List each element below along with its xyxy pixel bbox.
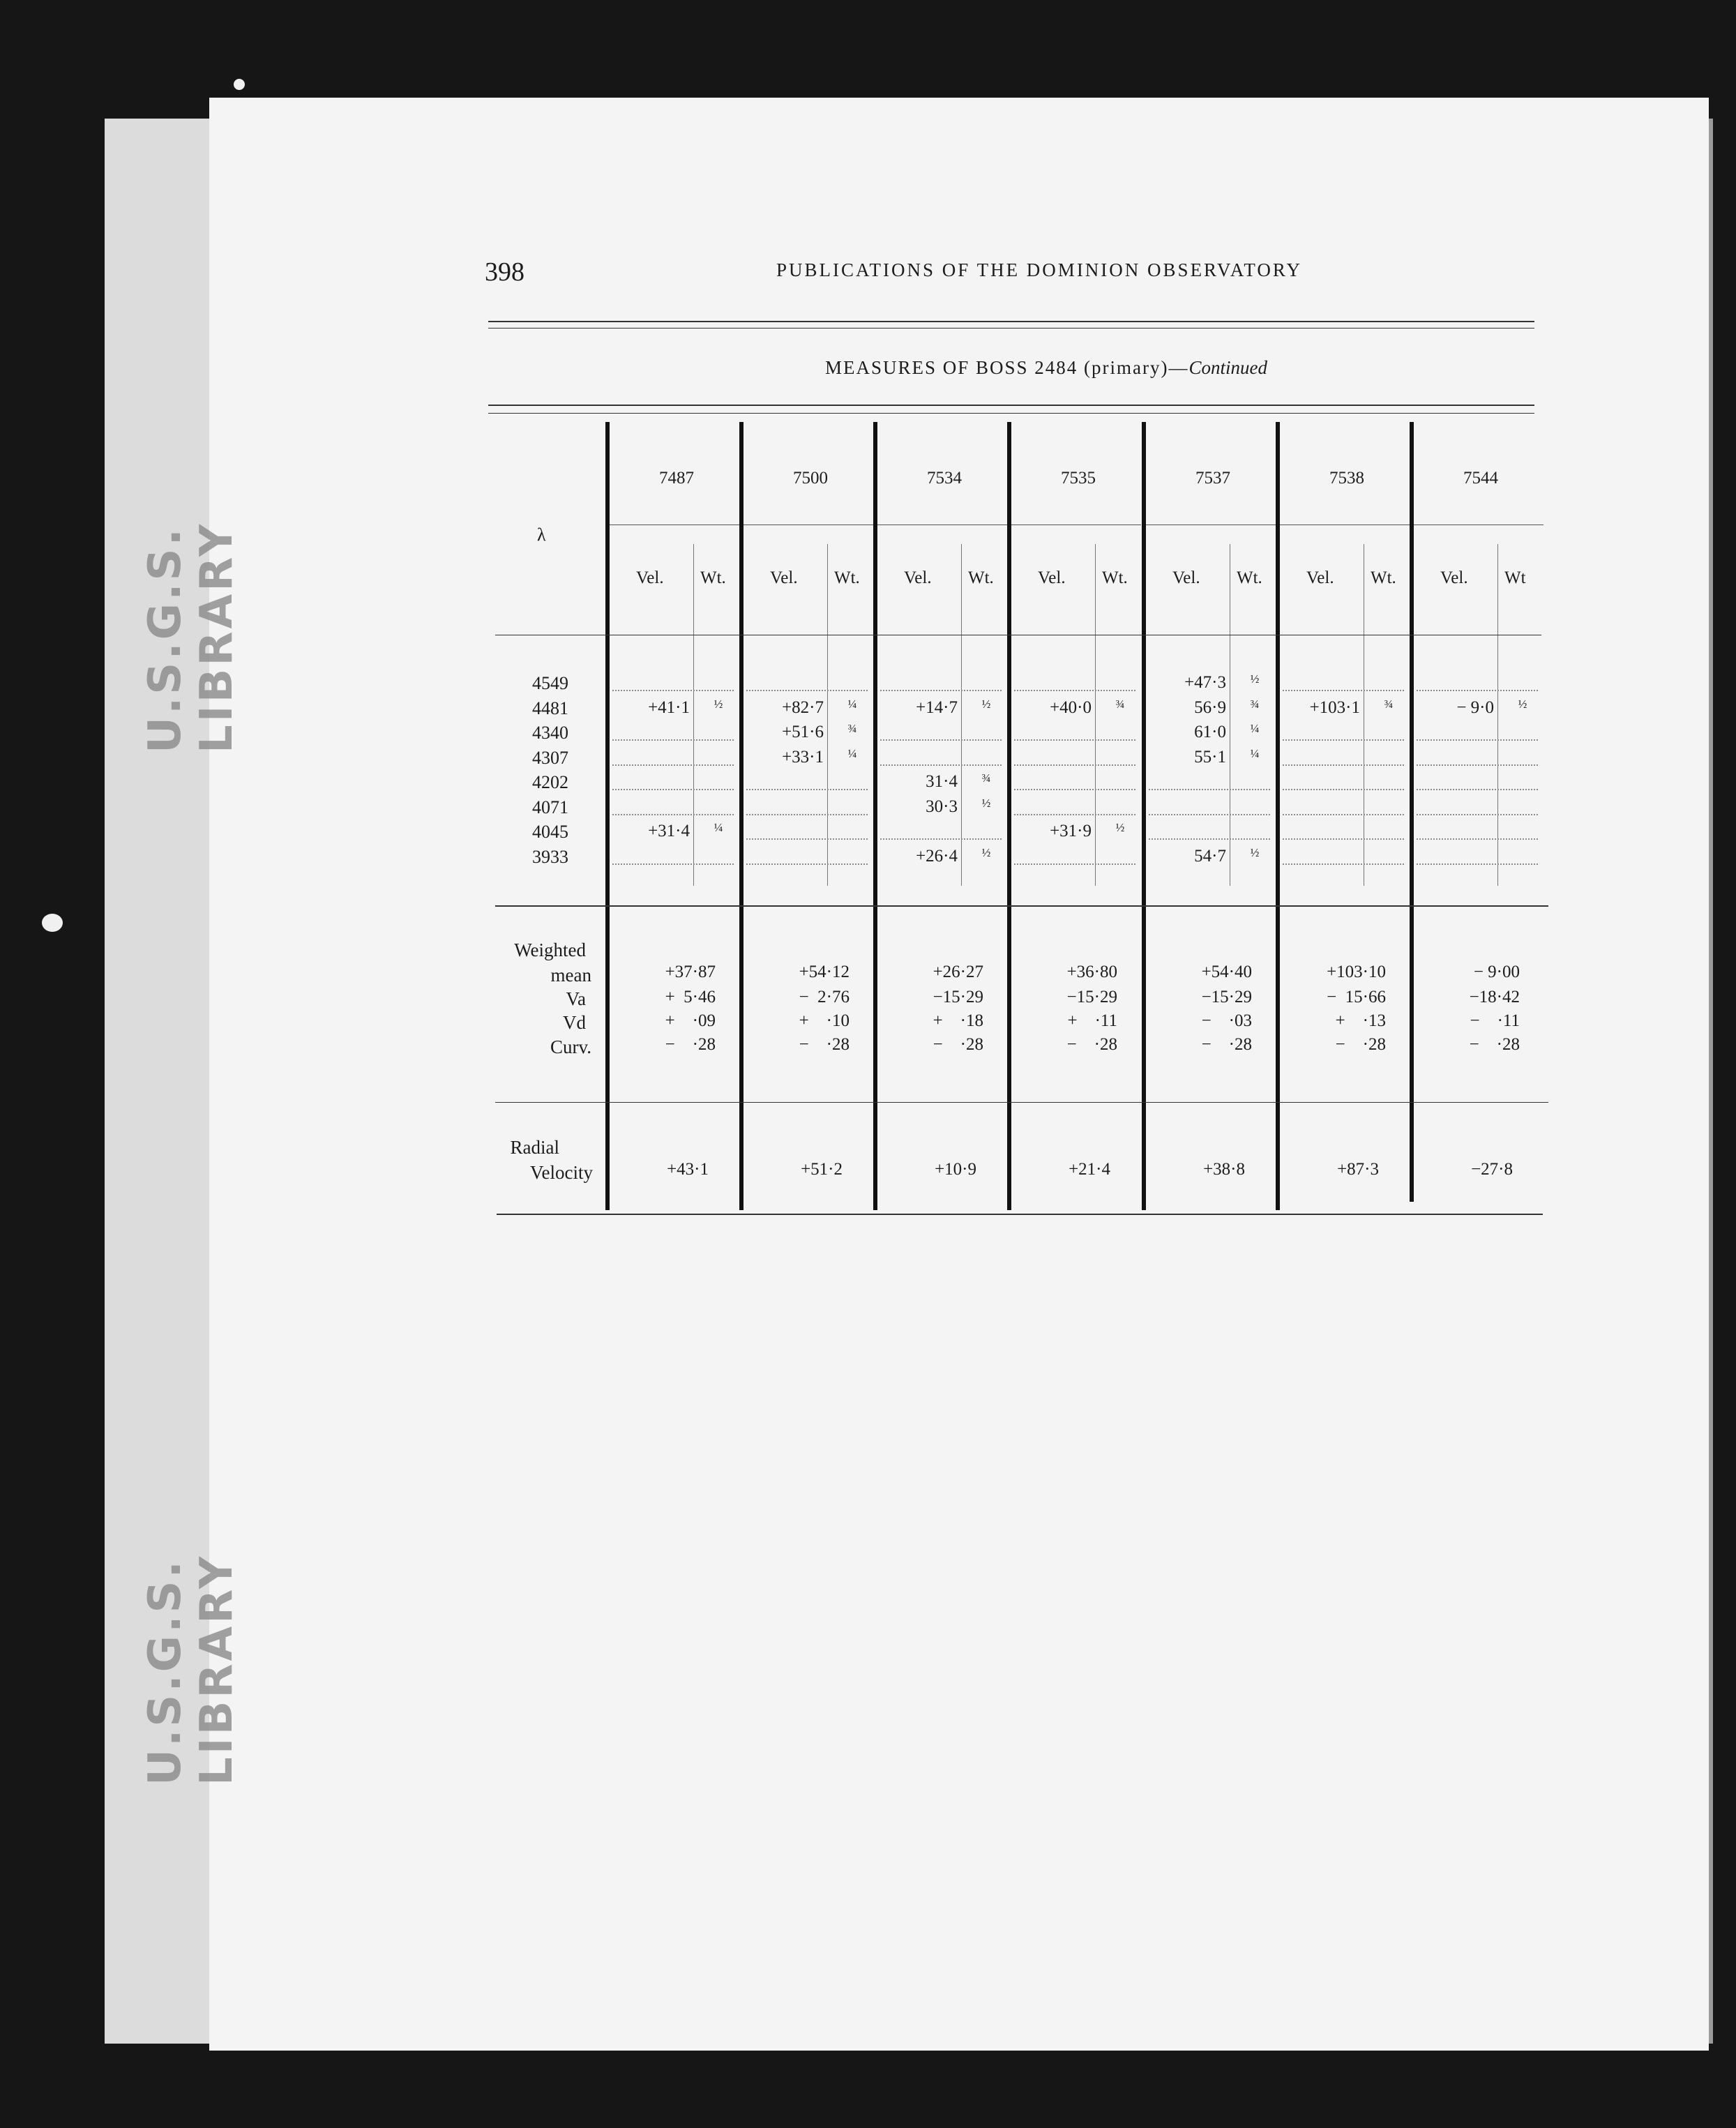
dot-leader [612,863,734,865]
dot-leader [612,690,734,691]
wt-header: Wt. [834,568,860,587]
dot-leader [1149,814,1270,815]
summary-vd: − ·03 [1201,1011,1252,1030]
dot-leader [1014,739,1135,741]
dot-leader [612,764,734,766]
weight-value: ½ [714,697,723,711]
dot-leader [880,690,1002,691]
column-separator [1276,422,1280,1210]
summary-weighted-mean: +54·12 [799,963,850,981]
plate-number-header: 7544 [1463,469,1498,488]
velocity-value: +41·1 [648,697,690,717]
velocity-value: +26·4 [916,846,958,866]
weight-value: ¼ [1250,722,1260,735]
wt-header: Wt. [968,568,994,587]
dot-leader [1283,814,1404,815]
velocity-value: +51·6 [782,723,824,741]
vel-wt-divider [1497,544,1498,886]
velocity-value: 30·3 [926,797,958,816]
vel-wt-divider [961,544,962,886]
book-page [209,98,1709,2051]
summary-curv: − ·28 [1335,1035,1386,1054]
stub-velocity: Velocity [530,1162,593,1183]
wavelength-label: 4045 [532,822,568,842]
dot-leader [880,739,1002,741]
dot-leader [746,690,868,691]
velocity-value: − 9·0 [1456,697,1494,717]
vel-wt-divider [1095,544,1096,886]
stub-radial: Radial [510,1137,559,1158]
velocity-value: +31·9 [1050,822,1092,840]
dot-leader [746,863,868,865]
dot-leader [1283,863,1404,865]
stub-mean: mean [550,965,591,986]
summary-va: −18·42 [1469,988,1520,1006]
weight-value: ½ [1250,672,1260,686]
velocity-value: +103·1 [1309,697,1360,717]
weight-value: ¾ [1115,697,1125,711]
vel-header: Vel. [636,568,664,587]
summary-va: + 5·46 [665,988,716,1006]
wt-header: Wt [1504,568,1526,587]
summary-weighted-mean: +36·80 [1066,963,1117,981]
weight-value: ¼ [847,697,857,711]
summary-va: − 2·76 [799,988,850,1006]
weight-value: ¾ [1250,697,1260,711]
radial-velocity: +87·3 [1337,1160,1379,1179]
weight-value: ¼ [1250,746,1260,760]
dot-leader [1014,814,1135,815]
wavelength-label: 4202 [532,772,568,792]
vel-header: Vel. [1172,568,1200,587]
dot-leader [1283,690,1404,691]
dot-leader [746,814,868,815]
summary-weighted-mean: +103·10 [1327,963,1386,981]
vel-header: Vel. [1306,568,1334,587]
stub-vd: Vd [563,1012,586,1033]
head-rule-2 [488,328,1534,329]
stub-va: Va [566,988,586,1009]
library-stamp-upper: U.S.G.S. LIBRARY [139,521,243,753]
table-title: MEASURES OF BOSS 2484 (primary)—Continued [824,357,1268,378]
dot-leader [746,838,868,840]
plate-number-header: 7534 [927,469,962,488]
film-speck [42,914,63,932]
summary-va: −15·29 [933,988,983,1006]
dot-leader [1417,814,1538,815]
radial-velocity: +10·9 [935,1160,976,1179]
velocity-value: +14·7 [916,697,958,717]
dot-leader [1417,739,1538,741]
radial-velocity: −27·8 [1471,1160,1513,1179]
summary-weighted-mean: +54·40 [1201,963,1252,981]
weight-value: ½ [981,796,991,810]
summary-weighted-mean: − 9·00 [1473,963,1520,981]
wavelength-label: 4340 [532,723,568,743]
plate-number-header: 7487 [659,469,694,488]
dot-leader [1014,690,1135,691]
velocity-value: +47·3 [1184,673,1226,692]
dot-leader [1417,838,1538,840]
summary-vd: + ·18 [933,1011,983,1030]
running-head: PUBLICATION​S OF THE DOMINION OBSERVATORY [776,259,1302,280]
summary-curv: − ·28 [799,1035,850,1054]
stub-weighted: Weighted [514,940,586,960]
weight-value: ½ [1250,845,1260,859]
radial-velocity: +21·4 [1069,1160,1110,1179]
summary-curv: − ·28 [933,1035,983,1054]
velocity-value: 31·4 [926,772,958,791]
summary-vd: − ·11 [1470,1011,1520,1030]
plate-number-header: 7500 [793,469,828,488]
wt-header: Wt. [700,568,726,587]
summary-curv: − ·28 [1469,1035,1520,1054]
wavelength-label: 4549 [532,673,568,693]
column-separator [1142,422,1146,1210]
weight-value: ¾ [1384,697,1394,711]
summary-curv: − ·28 [665,1035,716,1054]
weight-value: ½ [981,697,991,711]
velocity-value: +82·7 [782,697,824,717]
summary-vd: + ·09 [665,1011,716,1030]
dot-leader [1283,838,1404,840]
dot-leader [612,789,734,790]
wavelength-label: 4071 [532,797,568,817]
velocity-value: 61·0 [1194,723,1226,741]
page-number: 398 [485,257,524,287]
column-separator [1410,422,1414,1202]
summary-va: −15·29 [1066,988,1117,1006]
dot-leader [1417,764,1538,766]
summary-curv: − ·28 [1201,1035,1252,1054]
dot-leader [880,838,1002,840]
summary-weighted-mean: +26·27 [933,963,983,981]
velocity-value: 55·1 [1194,747,1226,767]
dot-leader [1283,739,1404,741]
table-top-rule-1 [488,405,1534,406]
velocity-value: +40·0 [1050,697,1092,717]
vel-header: Vel. [904,568,932,587]
dot-leader [1283,764,1404,766]
dot-leader [1417,690,1538,691]
vel-header: Vel. [1440,568,1468,587]
dot-leader [612,739,734,741]
weight-value: ½ [1518,697,1527,711]
measures-bottom-rule [495,905,1548,907]
table-top-rule-2 [488,413,1534,414]
weight-value: ¼ [714,821,723,834]
stub-curv: Curv. [550,1036,591,1057]
summary-curv: − ·28 [1066,1035,1117,1054]
column-separator [1007,422,1011,1210]
plate-number-header: 7535 [1061,469,1096,488]
library-stamp-lower: U.S.G.S. LIBRARY [139,1553,243,1786]
summary-va: −15·29 [1201,988,1252,1006]
radial-velocity: +51·2 [801,1160,843,1179]
vel-header: Vel. [1038,568,1066,587]
dot-leader [612,814,734,815]
summary-vd: + ·10 [799,1011,850,1030]
film-speck [234,79,245,90]
plate-number-header: 7538 [1329,469,1364,488]
summary-vd: + ·13 [1335,1011,1386,1030]
summary-va: − 15·66 [1327,988,1386,1006]
dot-leader [1014,764,1135,766]
radial-velocity: +38·8 [1203,1160,1245,1179]
vel-header: Vel. [770,568,798,587]
wt-header: Wt. [1237,568,1262,587]
wt-header: Wt. [1371,568,1396,587]
dot-leader [880,764,1002,766]
table-bottom-rule [497,1214,1543,1215]
dot-leader [1417,789,1538,790]
weight-value: ¾ [981,771,991,785]
dot-leader [1149,789,1270,790]
dot-leader [746,789,868,790]
wavelength-label: 4307 [532,747,568,768]
weight-value: ¼ [847,746,857,760]
summary-vd: + ·11 [1067,1011,1117,1030]
dot-leader [1283,789,1404,790]
column-separator [605,422,610,1210]
dot-leader [1149,838,1270,840]
lambda-header: λ [537,525,546,545]
weight-value: ½ [1115,821,1125,834]
weight-value: ½ [981,845,991,859]
velocity-value: +33·1 [782,747,824,767]
summary-weighted-mean: +37·87 [665,963,716,981]
corrections-bottom-rule [495,1102,1548,1103]
velocity-value: 54·7 [1194,846,1226,866]
velocity-value: 56·9 [1194,697,1226,717]
weight-value: ¾ [847,722,857,735]
velocity-value: +31·4 [648,822,690,840]
wavelength-label: 3933 [532,846,568,867]
dot-leader [1014,863,1135,865]
dot-leader [1417,863,1538,865]
head-rule-1 [488,321,1534,322]
dot-leader [1014,789,1135,790]
vel-wt-divider [693,544,694,886]
wt-header: Wt. [1102,568,1128,587]
column-separator [739,422,744,1210]
wavelength-label: 4481 [532,697,568,718]
vel-wt-divider [827,544,828,886]
plate-number-header: 7537 [1195,469,1230,488]
radial-velocity: +43·1 [667,1160,709,1179]
